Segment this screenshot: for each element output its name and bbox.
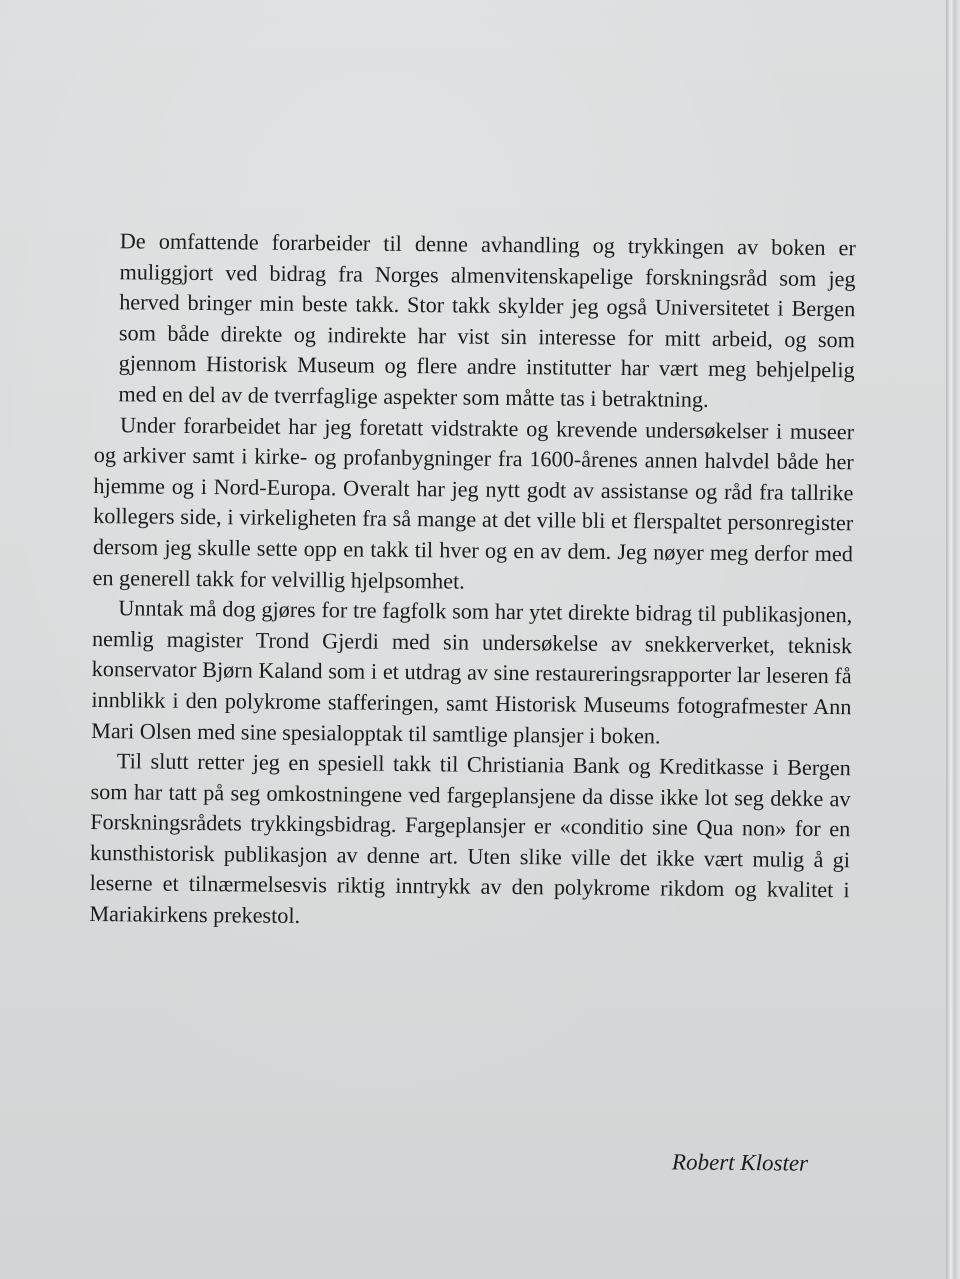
paragraph-1: De omfattende forarbeider til denne avhandling og trykkingen av boken er muliggjort ved bidrag fra Norges almenvitenskapelige forskningsråd som jeg herved bringer min beste takk. Stor takk skylder jeg også Universitetet i Bergen som både direkte og indirekte har vist sin interesse for mitt arbeid, og som gjennom Historisk Museum og flere andre institutter har vært meg behjelpelig med en del av de tverrfaglige aspekter som måtte tas i betraktning. bbox=[118, 228, 856, 412]
page-edge bbox=[946, 0, 960, 1279]
paragraph-4: Til slutt retter jeg en spesiell takk til Christiania Bank og Kreditkasse i Bergen som har tatt på seg omkostningene ved fargeplansjene da disse ikke lot seg dekke av Forskningsrådets trykkingsbidrag. Fargeplansjer er «conditio sine Qua non» for en kunsthistorisk publikasjon av denne art. Uten slike ville det ikke vært mulig å gi leserne et tilnærmelsesvis riktig inntrykk av den polykrome rikdom og kvalitet i Mariakirkens prekestol. bbox=[89, 748, 851, 929]
acknowledgements-text bbox=[89, 226, 856, 937]
author-signature: Robert Kloster bbox=[671, 1149, 809, 1176]
paragraph-2: Under forarbeidet har jeg foretatt vidstrakte og krevende undersøkelser i museer og arkiver samt i kirke- og profanbygninger fra 1600-årenes annen halvdel både her hjemme og i Nord-Europa. Overalt har jeg nytt godt av assistanse og råd fra tallrike kollegers side, i virkeligheten fra så mange at det ville bli et flerspaltet personregister dersom jeg skulle sette opp en takk til hver og en av dem. Jeg nøyer meg derfor med en generell takk for velvillig hjelpsomhet. bbox=[92, 411, 855, 594]
paragraph-3: Unntak må dog gjøres for tre fagfolk som har ytet direkte bidrag til publikasjonen, nemlig magister Trond Gjerdi med sin undersøkelse av snekkerverket, teknisk konservator Bjørn Kaland som i et utdrag av sine restaureringsrapporter lar leseren få innblikk i den polykrome stafferingen, samt Historisk Museums fotografmester Ann Mari Olsen med sine spesialopptak til samtlige plansjer i boken. bbox=[91, 595, 853, 748]
